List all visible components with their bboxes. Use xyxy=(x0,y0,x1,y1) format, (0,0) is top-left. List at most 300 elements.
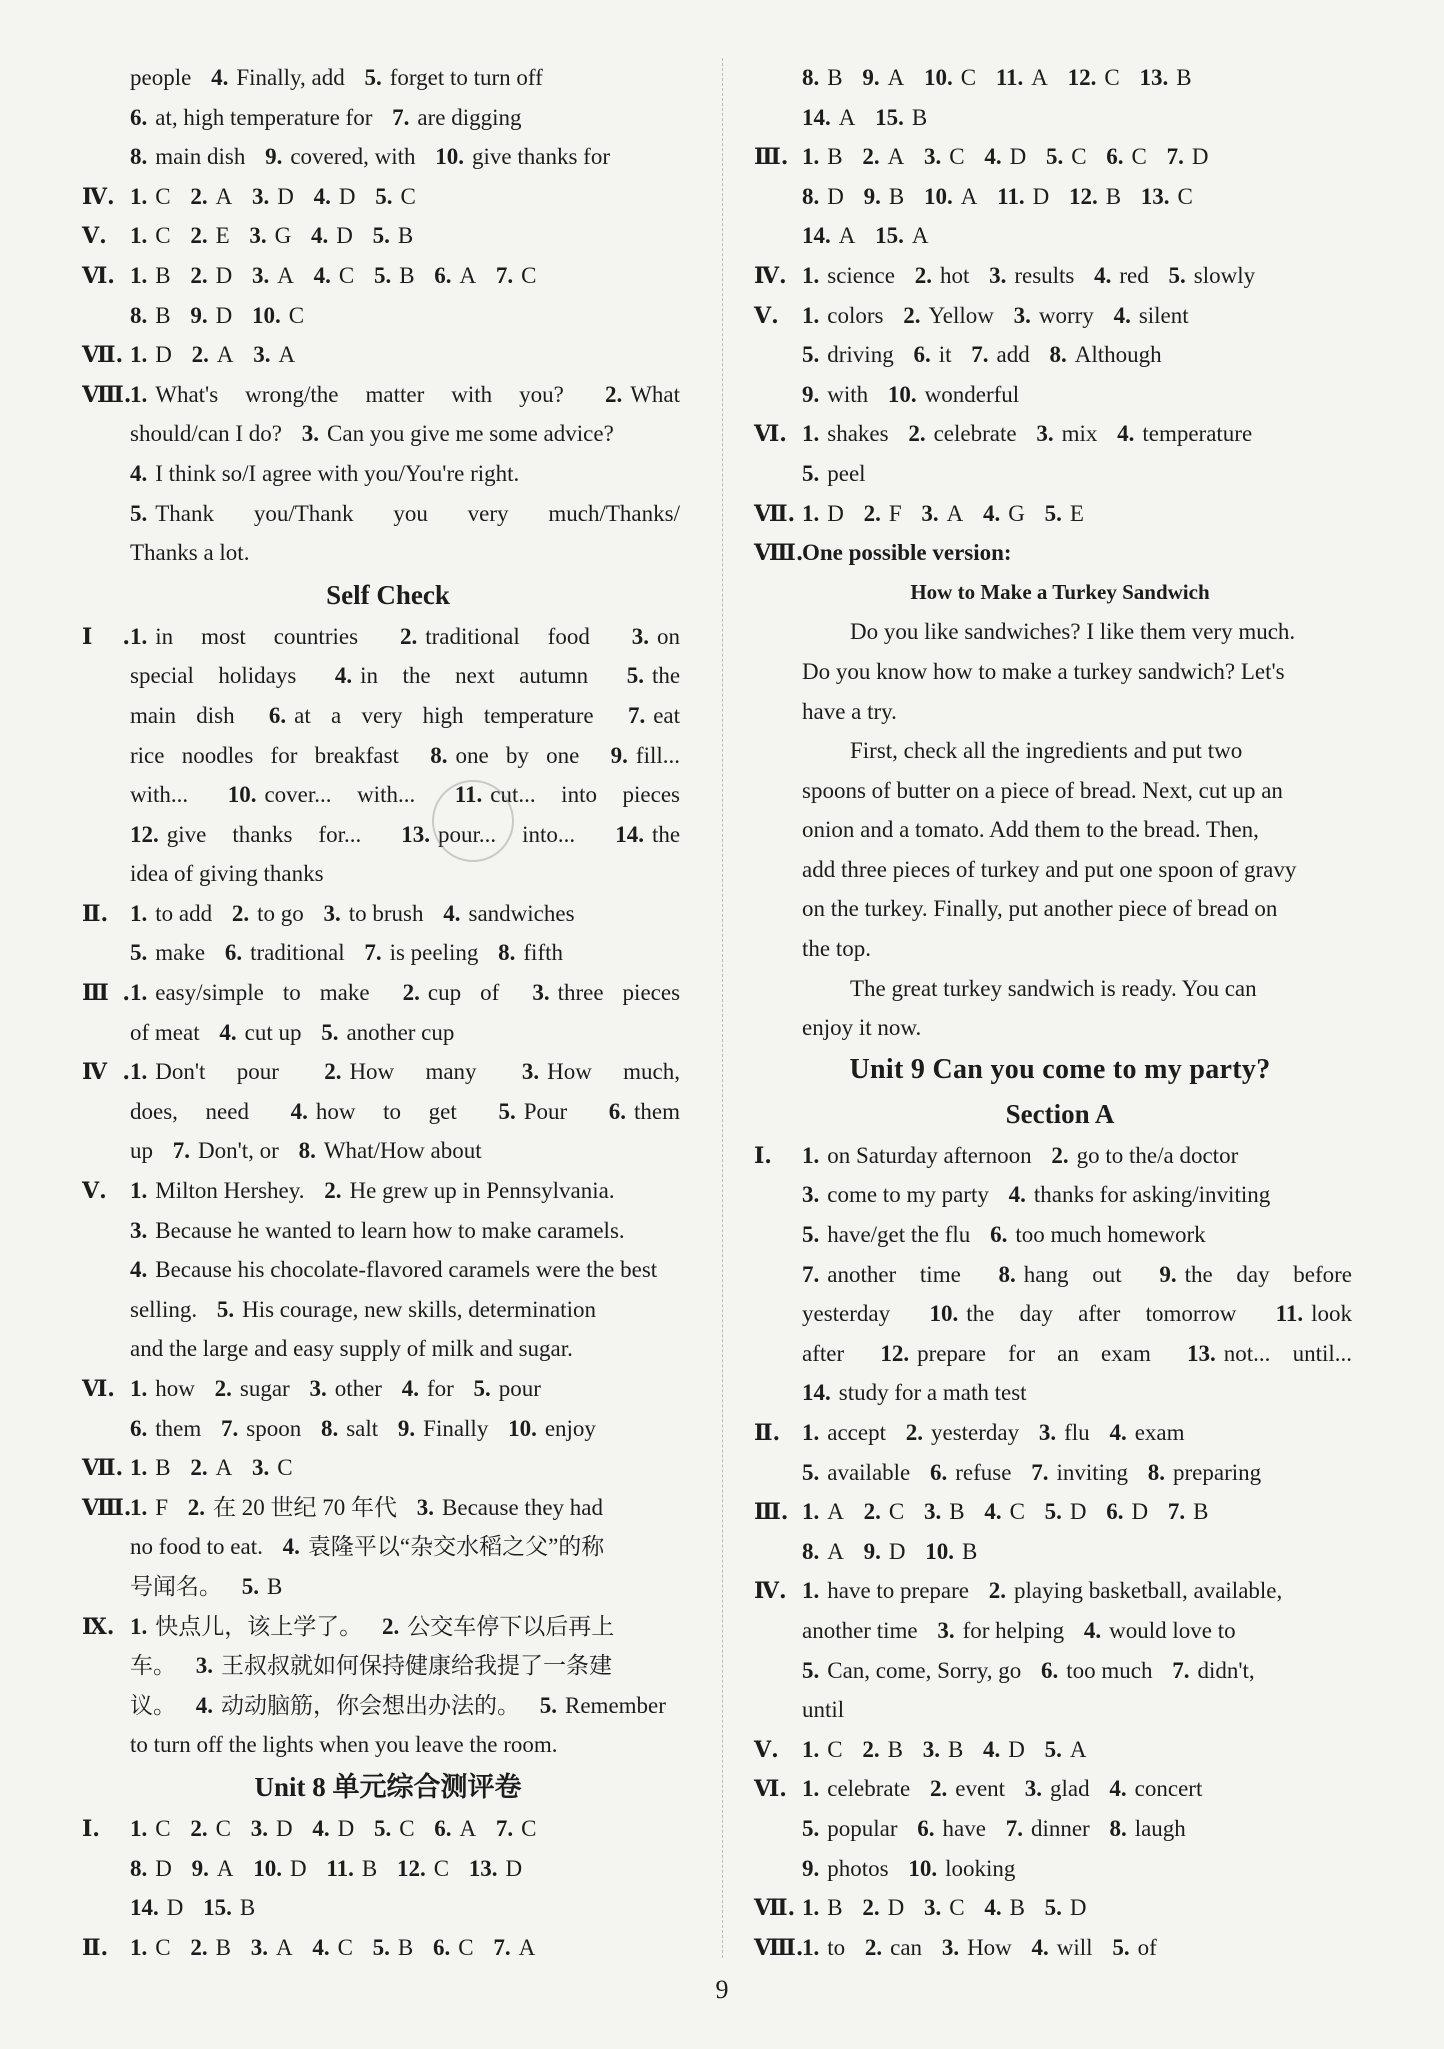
item-text: C xyxy=(960,65,977,90)
item-number: 2. xyxy=(862,1895,880,1921)
item-number: 9. xyxy=(802,381,820,407)
item-text: celebrate xyxy=(827,1776,911,1802)
answer-item xyxy=(984,144,1026,169)
item-number: 5. xyxy=(372,223,390,249)
answer-line xyxy=(754,1255,1366,1295)
item-text: of xyxy=(1137,1934,1157,1960)
item-text: C xyxy=(399,1815,415,1841)
item-number: 5. xyxy=(498,1098,516,1124)
item-text: fill... xyxy=(635,742,680,768)
item-number: 4. xyxy=(401,1376,419,1401)
answer-item xyxy=(253,1856,306,1881)
answer-line xyxy=(754,494,1366,534)
item-text: how xyxy=(155,1376,195,1401)
item-text: exam xyxy=(1134,1420,1185,1445)
item-number: 5. xyxy=(626,663,644,689)
item-text: B xyxy=(962,1538,978,1564)
item-text: How much, xyxy=(547,1059,680,1085)
answer-line xyxy=(82,1527,694,1567)
item-text: D xyxy=(215,262,233,288)
item-number: 7. xyxy=(1172,1657,1190,1683)
answer-item xyxy=(398,1416,488,1441)
answer-line xyxy=(754,1413,1366,1453)
item-text: G xyxy=(1008,500,1025,526)
item-text: One possible version: xyxy=(802,540,1012,566)
answer-line xyxy=(82,1849,694,1889)
item-text: B xyxy=(949,1499,965,1525)
answer-line xyxy=(754,1532,1366,1572)
answer-line xyxy=(82,1211,694,1251)
item-text: A xyxy=(215,183,233,209)
answer-line xyxy=(754,1453,1366,1493)
item-number: 1. xyxy=(130,262,148,288)
item-number: 5. xyxy=(241,1573,259,1599)
item-text: 王叔叔就如何保持健康给我提了一条建 xyxy=(221,1653,612,1679)
answer-item xyxy=(130,624,358,649)
item-number: 5. xyxy=(1168,262,1186,288)
roman-numeral: Ⅴ. xyxy=(82,223,107,250)
item-number: 1. xyxy=(802,302,820,328)
answer-item xyxy=(615,822,680,847)
essay-line: The great turkey sandwich is ready. You can xyxy=(850,975,1257,1001)
essay-title: How to Make a Turkey Sandwich xyxy=(910,579,1210,604)
answer-item xyxy=(130,263,171,288)
item-number: 1. xyxy=(130,1613,148,1639)
item-number: 2. xyxy=(988,1578,1007,1604)
item-text: What xyxy=(630,381,681,407)
item-text: go to the/a doctor xyxy=(1076,1142,1239,1168)
item-number: 3. xyxy=(923,1895,942,1921)
answer-item xyxy=(130,1178,305,1203)
item-text: 议。 xyxy=(130,1692,176,1718)
essay-line: Do you like sandwiches? I like them very much. xyxy=(850,619,1296,645)
item-number: 15. xyxy=(203,1895,232,1921)
answer-item xyxy=(802,1420,886,1445)
item-number: 13. xyxy=(468,1855,498,1881)
answer-item xyxy=(217,1297,596,1322)
answer-line xyxy=(82,854,694,894)
item-text: A xyxy=(887,144,905,170)
item-number: 5. xyxy=(1044,500,1062,526)
item-number: 4. xyxy=(1031,1934,1049,1960)
answer-item xyxy=(802,1578,969,1603)
answer-item xyxy=(1141,184,1193,209)
answer-line xyxy=(82,1607,694,1647)
answer-line xyxy=(82,1409,694,1449)
item-text: thanks for asking/inviting xyxy=(1033,1182,1271,1208)
roman-numeral: Ⅲ. xyxy=(754,1499,789,1526)
answer-item xyxy=(802,1499,844,1524)
item-text: A xyxy=(459,262,477,288)
roman-numeral: Ⅷ. xyxy=(82,1494,132,1521)
item-text: the xyxy=(651,663,681,689)
item-number: 2. xyxy=(863,500,881,526)
answer-item xyxy=(1187,1341,1352,1366)
answer-item xyxy=(875,223,928,248)
item-text: B xyxy=(888,183,905,209)
answer-item xyxy=(265,144,415,169)
answer-item xyxy=(130,1732,558,1757)
item-text: D xyxy=(827,500,844,526)
item-text: at a very high temperature xyxy=(294,702,594,728)
roman-numeral: Ⅴ. xyxy=(754,302,779,329)
item-text: A xyxy=(838,104,856,130)
item-number: 2. xyxy=(862,144,880,170)
item-number: 5. xyxy=(373,262,392,288)
item-text: D xyxy=(1008,1736,1025,1762)
answer-line xyxy=(82,1013,694,1053)
item-text: yesterday xyxy=(930,1420,1020,1445)
item-number: 10. xyxy=(923,65,953,90)
answer-item xyxy=(862,1737,903,1762)
answer-line xyxy=(82,216,694,256)
item-text: D xyxy=(166,1895,184,1921)
answer-item xyxy=(434,263,476,288)
item-number: 5. xyxy=(372,1934,390,1960)
answer-line xyxy=(82,1052,694,1092)
item-number: 2. xyxy=(905,1420,923,1445)
item-number: 1. xyxy=(802,421,820,447)
answer-line xyxy=(82,256,694,296)
item-number: 14. xyxy=(802,104,831,130)
item-number: 5. xyxy=(1044,1895,1062,1921)
answer-item xyxy=(130,1416,201,1441)
answer-item xyxy=(802,1776,910,1801)
answer-line xyxy=(82,375,694,415)
item-text: What's wrong/the matter with you? xyxy=(155,381,564,407)
answer-line xyxy=(754,1888,1366,1928)
item-number: 5. xyxy=(1044,1736,1062,1762)
item-text: B xyxy=(267,1573,283,1599)
item-number: 1. xyxy=(802,1934,820,1960)
answer-item xyxy=(1106,1499,1148,1524)
answer-item xyxy=(252,263,294,288)
item-text: A xyxy=(911,223,929,249)
item-number: 5. xyxy=(802,1657,820,1683)
answer-item xyxy=(375,184,416,209)
item-text: wonderful xyxy=(924,381,1020,407)
answer-item xyxy=(522,1059,680,1084)
answer-item xyxy=(1106,144,1147,169)
answer-item xyxy=(192,342,234,367)
answer-item xyxy=(190,184,232,209)
answer-item xyxy=(865,1935,922,1960)
answer-item xyxy=(942,1935,1012,1960)
item-number: 9. xyxy=(862,65,880,90)
roman-numeral: Ⅷ. xyxy=(754,540,804,567)
item-text: with... xyxy=(130,782,189,808)
item-text: C xyxy=(337,1934,353,1960)
item-number: 1. xyxy=(130,223,148,249)
answer-item xyxy=(364,940,478,965)
item-text: 在 20 世纪 70 年代 xyxy=(213,1494,398,1520)
answer-item xyxy=(130,1534,263,1559)
left-column xyxy=(82,58,694,1967)
answer-item xyxy=(990,1222,1206,1247)
item-number: 13. xyxy=(1187,1340,1216,1366)
answer-item xyxy=(190,263,232,288)
answer-item xyxy=(921,501,963,526)
answer-item xyxy=(249,223,291,248)
answer-item xyxy=(190,303,232,328)
item-number: 4. xyxy=(1083,1617,1102,1643)
item-text: 车。 xyxy=(130,1653,176,1679)
item-text: B xyxy=(397,223,414,249)
item-text: not... until... xyxy=(1223,1340,1353,1366)
item-number: 9. xyxy=(190,302,208,328)
item-number: 6. xyxy=(433,1934,451,1960)
answer-item xyxy=(924,1499,965,1524)
item-number: 11. xyxy=(1275,1301,1304,1327)
answer-line xyxy=(754,256,1366,296)
right-column xyxy=(754,58,1366,1967)
item-number: 10. xyxy=(251,302,281,328)
roman-numeral: Ⅱ. xyxy=(82,900,109,927)
item-number: 1. xyxy=(802,1499,820,1525)
item-number: 3. xyxy=(253,342,271,368)
item-text: prepare for an exam xyxy=(917,1340,1151,1366)
item-text: A xyxy=(946,500,964,526)
answer-item xyxy=(609,1099,680,1124)
item-text: C xyxy=(1177,183,1193,209)
item-number: 8. xyxy=(998,1261,1016,1287)
answer-item xyxy=(930,1776,1005,1801)
item-number: 7. xyxy=(627,702,646,728)
roman-numeral: Ⅳ. xyxy=(82,1059,130,1086)
item-number: 5. xyxy=(130,940,148,966)
item-text: popular xyxy=(827,1815,898,1841)
item-text: A xyxy=(887,65,905,90)
item-text: mix xyxy=(1061,421,1098,447)
item-number: 4. xyxy=(983,1736,1001,1762)
item-text: B xyxy=(1176,65,1192,90)
item-number: 8. xyxy=(320,1415,339,1441)
item-number: 3. xyxy=(309,1376,327,1401)
item-text: D xyxy=(1069,1499,1087,1525)
answer-line xyxy=(82,1888,694,1928)
item-text: B xyxy=(215,1934,231,1960)
answer-item xyxy=(188,1495,397,1520)
answer-item xyxy=(474,1376,541,1401)
item-text: B xyxy=(155,302,171,328)
answer-item xyxy=(802,1539,844,1564)
answer-item xyxy=(1112,1935,1156,1960)
answer-item xyxy=(130,1455,171,1480)
answer-item xyxy=(802,223,855,248)
answer-item xyxy=(802,1895,843,1920)
roman-numeral: Ⅵ. xyxy=(82,1376,115,1402)
item-number: 8. xyxy=(1109,1815,1127,1841)
answer-item xyxy=(130,421,282,446)
answer-item xyxy=(532,980,680,1005)
item-text: B xyxy=(239,1895,256,1921)
answer-item xyxy=(190,1455,232,1480)
answer-item xyxy=(232,901,304,926)
answer-item xyxy=(130,105,372,130)
item-text: colors xyxy=(827,302,884,328)
item-number: 9. xyxy=(1159,1261,1177,1287)
item-text: red xyxy=(1119,262,1149,288)
answer-line xyxy=(754,335,1366,375)
item-text: can xyxy=(890,1934,923,1960)
answer-line xyxy=(82,177,694,217)
item-text: How xyxy=(967,1934,1012,1960)
item-number: 5. xyxy=(473,1376,491,1401)
item-number: 15. xyxy=(875,104,904,130)
item-number: 4. xyxy=(1008,1182,1026,1208)
answer-item xyxy=(997,184,1049,209)
page-number: 9 xyxy=(715,1975,729,2004)
item-text: them xyxy=(155,1415,202,1441)
answer-item xyxy=(190,223,229,248)
roman-numeral: Ⅲ. xyxy=(754,144,789,171)
item-number: 11. xyxy=(997,183,1025,209)
answer-item xyxy=(252,1455,293,1480)
item-number: 3. xyxy=(1038,1420,1057,1445)
answer-line xyxy=(82,1131,694,1171)
roman-numeral: Ⅳ. xyxy=(754,1578,787,1605)
item-number: 12. xyxy=(130,821,159,847)
item-number: 2. xyxy=(862,1736,880,1762)
answer-item xyxy=(864,184,905,209)
item-text: Because they had xyxy=(442,1494,603,1520)
item-number: 14. xyxy=(615,821,644,847)
answer-item xyxy=(130,144,245,169)
item-number: 8. xyxy=(802,1538,820,1564)
essay-line: enjoy it now. xyxy=(802,1015,922,1041)
item-number: 2. xyxy=(864,1934,883,1960)
answer-line xyxy=(754,414,1366,454)
item-text: fifth xyxy=(523,940,563,966)
item-text: science xyxy=(827,262,895,288)
item-text: rice noodles for breakfast xyxy=(130,742,399,768)
item-number: 2. xyxy=(214,1376,232,1401)
item-number: 1. xyxy=(802,144,820,170)
essay-line: add three pieces of turkey and put one spoon of gravy xyxy=(802,856,1297,882)
answer-item xyxy=(291,1099,457,1124)
answer-item xyxy=(469,1856,522,1881)
item-number: 3. xyxy=(923,1499,942,1525)
answer-item xyxy=(215,1376,290,1401)
answer-item xyxy=(925,1539,977,1564)
item-number: 4. xyxy=(313,262,331,288)
item-number: 1. xyxy=(130,183,148,209)
item-text: looking xyxy=(945,1855,1016,1881)
item-number: 8. xyxy=(802,183,820,209)
answer-item xyxy=(130,1336,573,1361)
item-text: Can you give me some advice? xyxy=(327,421,614,447)
item-number: 3. xyxy=(416,1494,435,1520)
item-number: 7. xyxy=(1005,1815,1023,1841)
answer-item xyxy=(908,1856,1015,1881)
item-text: does, need xyxy=(130,1098,249,1124)
answer-item xyxy=(984,1895,1025,1920)
item-text: B xyxy=(1105,183,1122,209)
item-text: accept xyxy=(827,1420,886,1445)
answer-item xyxy=(802,1816,898,1841)
item-text: driving xyxy=(827,342,894,368)
item-number: 7. xyxy=(364,940,382,966)
answer-item xyxy=(130,1816,171,1841)
answer-item xyxy=(311,223,353,248)
answer-item xyxy=(130,782,188,807)
answer-item xyxy=(1109,1776,1202,1801)
answer-line xyxy=(82,1567,694,1607)
item-text: for helping xyxy=(962,1617,1065,1643)
answer-item xyxy=(1045,501,1084,526)
answer-item xyxy=(913,342,951,367)
answer-item xyxy=(228,782,416,807)
item-number: 9. xyxy=(265,144,283,170)
item-text: D xyxy=(337,1815,355,1841)
item-number: 2. xyxy=(399,623,418,649)
answer-item xyxy=(1172,1658,1254,1683)
item-number: 12. xyxy=(396,1855,426,1881)
item-number: 1. xyxy=(802,1776,820,1802)
item-number: 13. xyxy=(401,821,430,847)
item-number: 5. xyxy=(130,500,148,526)
item-text: E xyxy=(215,223,230,249)
answer-item xyxy=(802,144,843,169)
answer-line xyxy=(754,1294,1366,1334)
item-number: 1. xyxy=(130,1455,148,1481)
item-number: 9. xyxy=(802,1855,820,1881)
answer-item xyxy=(996,65,1048,90)
item-number: 6. xyxy=(268,702,287,728)
item-text: B xyxy=(947,1736,964,1762)
item-number: 4. xyxy=(984,1895,1002,1921)
answer-item xyxy=(251,1935,293,1960)
item-number: 5. xyxy=(1044,1499,1062,1525)
answer-item xyxy=(937,1618,1064,1643)
item-text: D xyxy=(827,183,844,209)
item-text: B xyxy=(155,1455,171,1481)
roman-numeral: Ⅶ. xyxy=(82,1455,124,1482)
item-text: B xyxy=(1193,1499,1209,1525)
item-text: glad xyxy=(1050,1776,1090,1802)
answer-item xyxy=(299,1138,482,1163)
answer-line xyxy=(754,1651,1366,1691)
item-text: C xyxy=(949,1895,965,1921)
item-number: 3. xyxy=(250,1815,268,1841)
item-number: 7. xyxy=(493,1934,511,1960)
item-text: dinner xyxy=(1030,1815,1090,1841)
roman-numeral: Ⅵ. xyxy=(754,1776,787,1803)
item-number: 5. xyxy=(216,1296,235,1322)
answer-line xyxy=(754,98,1366,138)
item-number: 7. xyxy=(221,1415,239,1441)
item-text: B xyxy=(911,104,928,130)
item-text: slowly xyxy=(1193,262,1256,288)
item-text: D xyxy=(215,302,233,328)
answer-line xyxy=(754,1690,1366,1730)
item-text: come to my party xyxy=(827,1182,989,1208)
item-text: them xyxy=(634,1098,681,1124)
item-text: up xyxy=(130,1138,153,1164)
item-number: 4. xyxy=(1117,421,1135,447)
item-number: 4. xyxy=(311,223,329,249)
item-text: the day after tomorrow xyxy=(966,1301,1237,1327)
item-text: C xyxy=(433,1855,450,1881)
item-text: C xyxy=(155,1934,171,1960)
answer-item xyxy=(1039,1420,1090,1445)
item-text: people xyxy=(130,65,192,90)
item-number: 5. xyxy=(375,183,393,209)
answer-item xyxy=(989,263,1074,288)
section-heading: Self Check xyxy=(326,579,450,610)
item-text: Can, come, Sorry, go xyxy=(827,1657,1022,1683)
answer-item xyxy=(498,1099,567,1124)
